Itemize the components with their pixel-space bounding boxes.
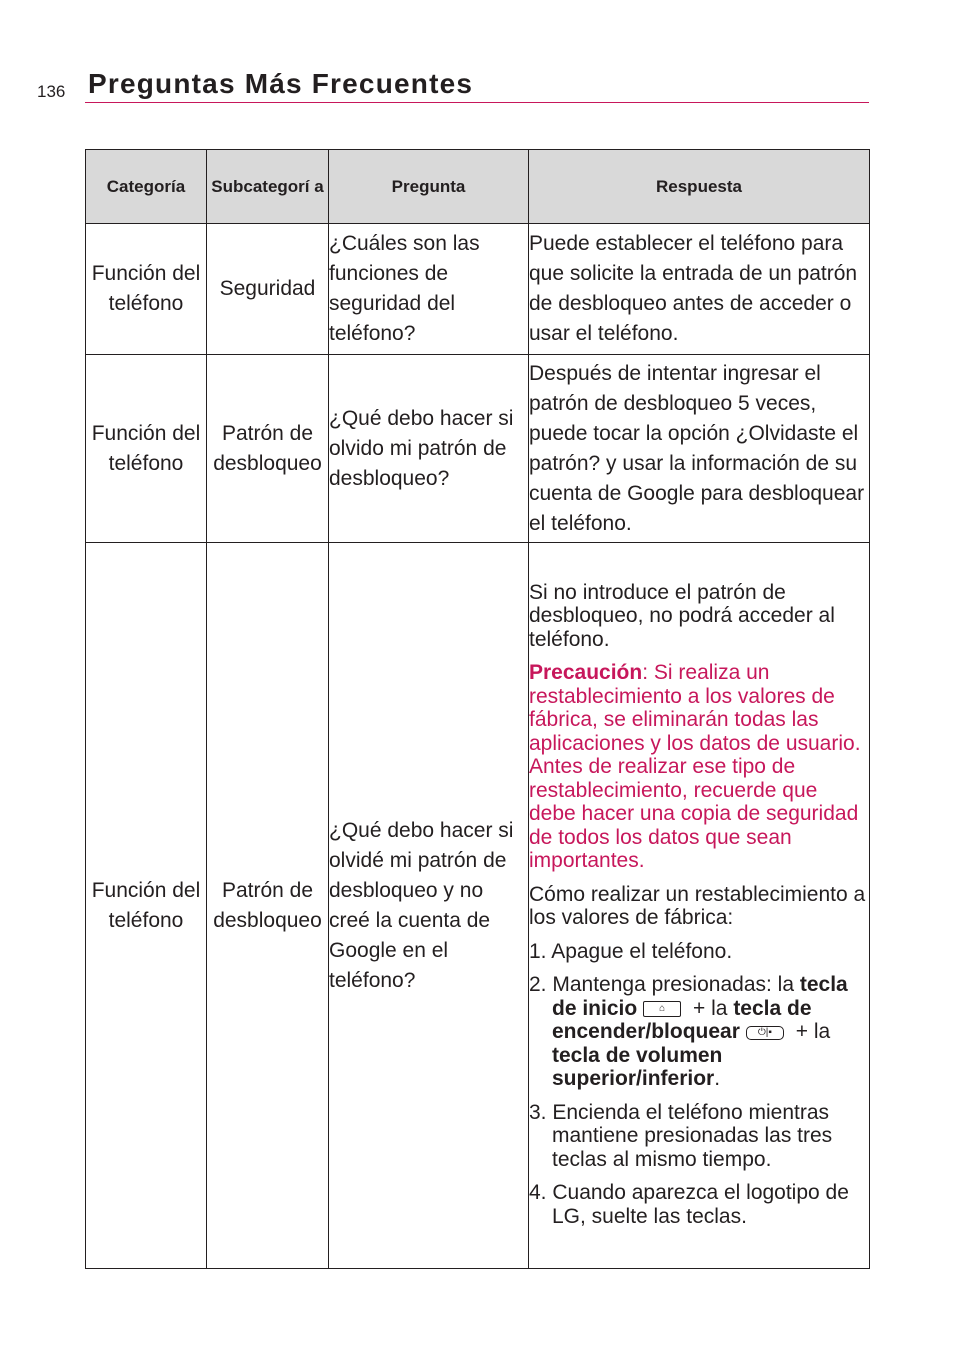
step-2 xyxy=(529,973,869,1091)
step-1: 1. Apague el teléfono. xyxy=(529,939,733,963)
reset-howto: Cómo realizar un restablecimiento a los valores de fábrica: xyxy=(529,882,866,930)
table-header-row xyxy=(86,150,870,224)
answer-block xyxy=(529,569,869,1243)
power-lock-key-icon: ⏻|▪ xyxy=(746,1026,784,1040)
caution-label: Precaución xyxy=(529,661,643,685)
step-2-join2: + la xyxy=(789,1020,831,1044)
cell-answer xyxy=(529,543,870,1269)
title-rule xyxy=(85,102,869,103)
cell-category: Función del teléfono xyxy=(86,355,207,543)
step-3: 3. Encienda el teléfono mientras mantiene presionadas las tres teclas al mismo tiempo. xyxy=(529,1100,833,1171)
cell-subcategory: Patrón de desbloqueo xyxy=(207,543,329,1269)
cell-question: ¿Cuáles son las funciones de seguridad del teléfono? xyxy=(329,224,529,355)
cell-question: ¿Qué debo hacer si olvido mi patrón de desbloqueo? xyxy=(329,355,529,543)
cell-category: Función del teléfono xyxy=(86,224,207,355)
caution-note xyxy=(529,661,869,873)
faq-table xyxy=(85,149,870,1269)
page-number: 136 xyxy=(37,82,66,101)
cell-category: Función del teléfono xyxy=(86,543,207,1269)
table-row xyxy=(86,355,870,543)
home-key-icon: ⌂ xyxy=(643,1001,681,1017)
header-category: Categoría xyxy=(86,150,207,224)
header-subcategory: Subcategorí a xyxy=(207,150,329,224)
volume-key-label: tecla de volumen superior/inferior xyxy=(552,1043,723,1091)
step-2-prefix: 2. Mantenga presionadas: la xyxy=(529,973,800,997)
step-2-suffix: . xyxy=(714,1067,721,1091)
header-answer: Respuesta xyxy=(529,150,870,224)
page-title: Preguntas Más Frecuentes xyxy=(88,68,474,99)
cell-answer: Después de intentar ingresar el patrón de desbloqueo 5 veces, puede tocar la opción ¿Olvidaste el patrón? y usar la información de su cuenta de Google para desbloquear el teléfono. xyxy=(529,355,870,543)
cell-subcategory: Patrón de desbloqueo xyxy=(207,355,329,543)
home-key-label: tecla de inicio xyxy=(552,973,848,1020)
cell-subcategory: Seguridad xyxy=(207,224,329,355)
step-4: 4. Cuando aparezca el logotipo de LG, suelte las teclas. xyxy=(529,1181,849,1228)
caution-text: : Si realiza un restablecimiento a los valores de fábrica, se eliminarán todas las aplicaciones y los datos de usuario. Antes de realizar ese tipo de restablecimiento, recuerde que debe hacer una copia de seguridad de todos los datos que sean importantes. xyxy=(529,661,861,873)
header-question: Pregunta xyxy=(329,150,529,224)
step-2-join1: + la xyxy=(687,996,734,1020)
table-row xyxy=(86,224,870,355)
power-key-label: tecla de encender/bloquear xyxy=(552,996,812,1044)
table-row xyxy=(86,543,870,1269)
cell-question: ¿Qué debo hacer si olvidé mi patrón de desbloqueo y no creé la cuenta de Google en el teléfono? xyxy=(329,543,529,1269)
cell-answer: Puede establecer el teléfono para que solicite la entrada de un patrón de desbloqueo antes de acceder o usar el teléfono. xyxy=(529,224,870,355)
answer-intro: Si no introduce el patrón de desbloqueo, no podrá acceder al teléfono. xyxy=(529,580,835,651)
